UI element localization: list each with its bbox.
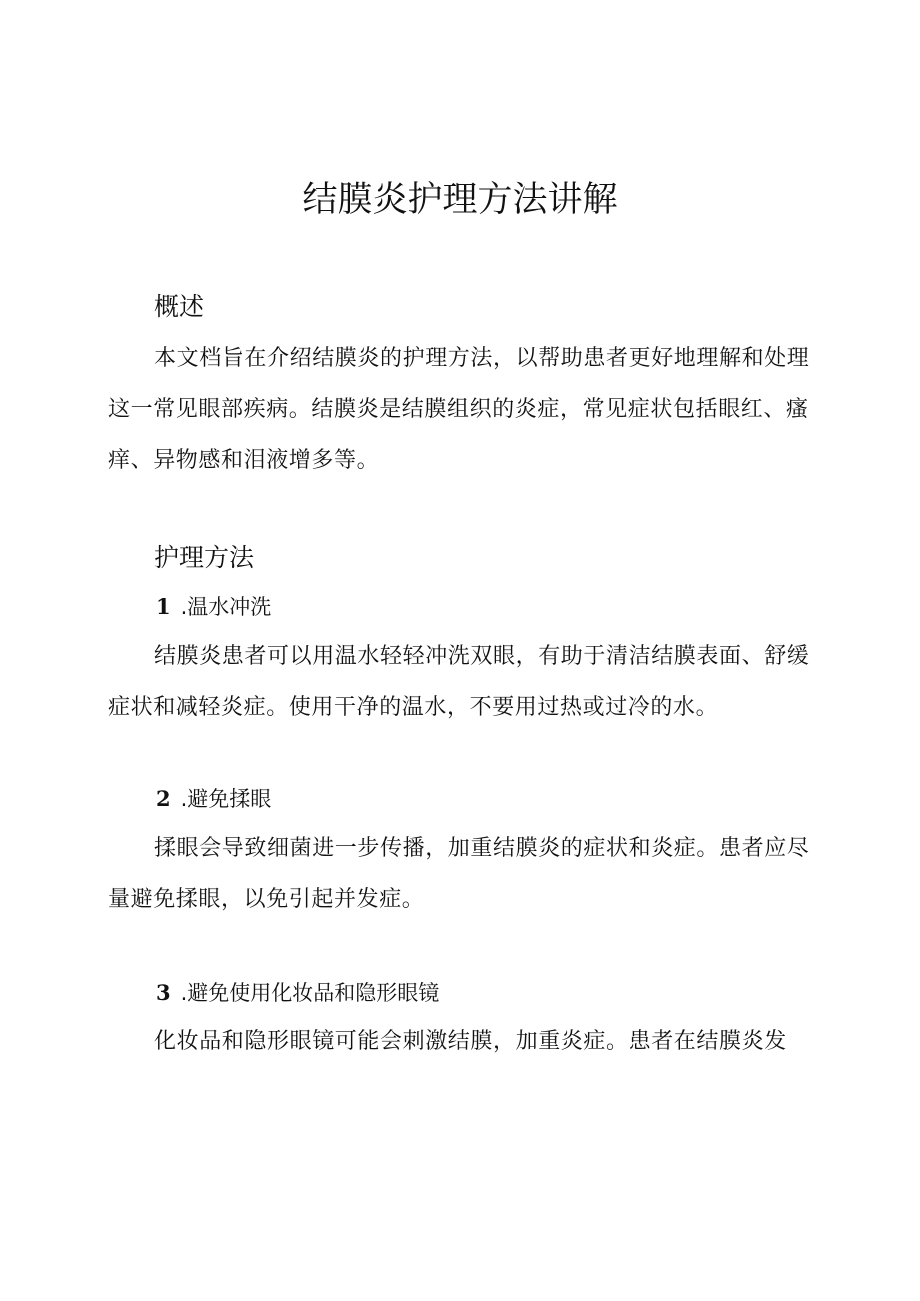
item-number: 2 bbox=[156, 786, 171, 811]
avoid-cosmetics-contacts-paragraph: 化妆品和隐形眼镜可能会刺激结膜，加重炎症。患者在结膜炎发 bbox=[154, 1029, 787, 1054]
item-heading-avoid-cosmetics-contacts bbox=[156, 978, 439, 1008]
item-heading-avoid-rubbing-eyes bbox=[156, 784, 271, 814]
item-number: 3 bbox=[156, 980, 171, 1005]
item-number: 1 bbox=[156, 594, 171, 619]
avoid-rubbing-eyes-paragraph: 揉眼会导致细菌进一步传播，加重结膜炎的症状和炎症。患者应尽量避免揉眼，以免引起并发症。 bbox=[108, 836, 810, 912]
item-title: .避免使用化妆品和隐形眼镜 bbox=[180, 981, 440, 1005]
section-heading-overview: 概述 bbox=[154, 292, 205, 321]
section-heading-care-methods: 护理方法 bbox=[154, 543, 255, 572]
document-title: 结膜炎护理方法讲解 bbox=[302, 180, 618, 220]
overview-paragraph: 本文档旨在介绍结膜炎的护理方法，以帮助患者更好地理解和处理这一常见眼部疾病。结膜炎是结膜组织的炎症，常见症状包括眼红、瘙痒、异物感和泪液增多等。 bbox=[108, 346, 810, 473]
item-title: .避免揉眼 bbox=[180, 787, 272, 811]
warm-water-rinse-paragraph: 结膜炎患者可以用温水轻轻冲洗双眼，有助于清洁结膜表面、舒缓症状和减轻炎症。使用干净的温水，不要用过热或过冷的水。 bbox=[108, 644, 810, 720]
item-heading-warm-water-rinse bbox=[156, 592, 271, 622]
item-title: .温水冲洗 bbox=[180, 595, 272, 619]
